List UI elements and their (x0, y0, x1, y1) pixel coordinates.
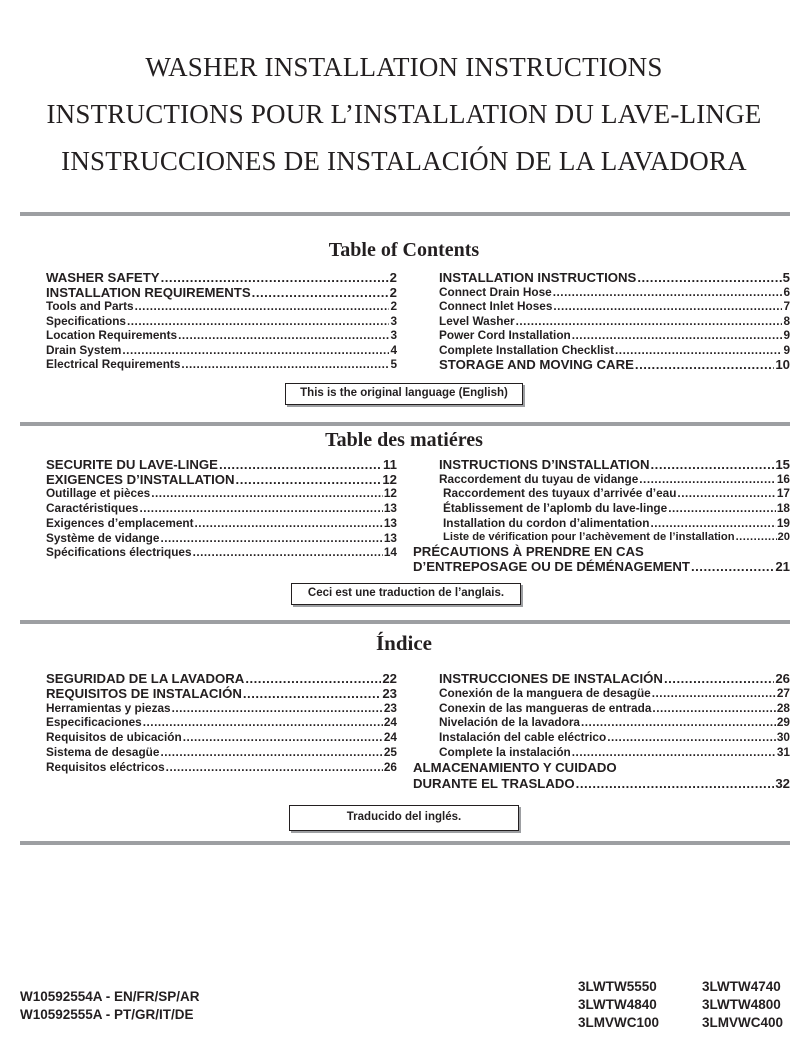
toc-entry-label: Complete Installation Checklist (439, 342, 615, 357)
toc-entry[interactable] (46, 343, 397, 357)
language-note-english: This is the original language (English) (285, 383, 523, 405)
toc-entry-label: Electrical Requirements (46, 357, 181, 371)
toc-entry[interactable] (439, 270, 790, 285)
toc-entry-page: 32 (775, 776, 790, 791)
toc-entry[interactable] (46, 686, 397, 701)
toc-entry-label: Raccordement des tuyaux d’arrivée d’eau (443, 486, 677, 501)
divider (20, 841, 790, 845)
toc-entry-page: 18 (776, 501, 790, 516)
toc-entry-page: 11 (383, 457, 397, 472)
toc-entry[interactable] (46, 501, 397, 515)
toc-entry[interactable] (46, 486, 397, 500)
toc-entry[interactable] (443, 531, 790, 543)
toc-entry[interactable] (439, 701, 790, 715)
toc-entry-page: 27 (776, 685, 790, 700)
toc-entry-label: Instalación del cable eléctrico (439, 730, 607, 745)
toc-entry-label: Établissement de l’aplomb du lave-linge (443, 501, 668, 516)
toc-entry-page: 30 (776, 730, 790, 745)
toc-entry-page: 13 (383, 530, 397, 545)
toc-entry[interactable] (46, 760, 397, 774)
toc-entry-label: SEGURIDAD DE LA LAVADORA (46, 671, 245, 686)
toc-entry-label: INSTRUCTIONS D’INSTALLATION (439, 457, 650, 472)
toc-entry-page: 8 (783, 313, 790, 328)
toc-entry-page: 20 (777, 530, 790, 543)
toc-entry[interactable] (413, 760, 790, 775)
toc-entry-label: INSTALLATION REQUIREMENTS (46, 284, 251, 300)
language-note-french: Ceci est une traduction de l’anglais. (291, 583, 521, 605)
toc-entry[interactable] (46, 357, 397, 371)
toc-entry-page: 17 (776, 486, 790, 501)
toc-entry-page: 31 (776, 745, 790, 759)
document-number: W10592554A - EN/FR/SP/AR (20, 989, 200, 1004)
divider (20, 620, 790, 624)
toc-entry-page: 19 (776, 515, 790, 530)
toc-entry-page: 13 (383, 515, 397, 530)
model-number: 3LWTW4840 (578, 997, 657, 1012)
toc-entry-label: Level Washer (439, 313, 515, 328)
toc-entry[interactable] (443, 516, 790, 530)
toc-entry-label: SECURITE DU LAVE-LINGE (46, 457, 218, 472)
toc-entry[interactable] (46, 328, 397, 342)
toc-entry-label: Especificaciones (46, 715, 142, 730)
toc-entry-label: PRÉCAUTIONS À PRENDRE EN CAS (413, 544, 644, 559)
toc-entry[interactable] (46, 531, 397, 545)
toc-entry-page: 13 (383, 501, 397, 516)
toc-entry[interactable] (46, 457, 397, 472)
toc-entry-page: 5 (390, 357, 397, 371)
toc-entry[interactable] (439, 745, 790, 759)
model-number: 3LWTW5550 (578, 979, 657, 994)
toc-entry-page: 7 (783, 299, 790, 313)
toc-entry-page: 15 (775, 457, 790, 472)
toc-entry[interactable] (439, 357, 790, 372)
toc-entry[interactable] (46, 701, 397, 715)
toc-entry-label: Requisitos de ubicación (46, 730, 182, 745)
toc-entry[interactable] (443, 486, 790, 500)
model-number: 3LMVWC100 (578, 1015, 660, 1030)
toc-heading-spanish: Índice (375, 631, 432, 655)
toc-entry-label: Spécifications électriques (46, 545, 192, 560)
toc-entry-page: 25 (383, 745, 397, 759)
toc-entry-label: WASHER SAFETY (46, 270, 160, 285)
toc-entry[interactable] (46, 745, 397, 759)
toc-entry-page: 2 (389, 284, 397, 300)
toc-entry-label: Requisitos eléctricos (46, 759, 165, 774)
toc-entry-page: 12 (383, 486, 397, 501)
language-note-spanish: Traducido del inglés. (289, 805, 519, 831)
toc-entry-page: 22 (382, 671, 397, 686)
toc-entry[interactable] (439, 730, 790, 744)
toc-entry[interactable] (46, 516, 397, 530)
toc-entry-page: 3 (390, 313, 397, 328)
toc-entry-label: Système de vidange (46, 530, 160, 545)
toc-entry[interactable] (439, 686, 790, 700)
toc-entry-label: Connect Inlet Hoses (439, 299, 553, 313)
toc-entry[interactable] (439, 457, 790, 472)
toc-entry-page: 28 (776, 700, 790, 715)
toc-entry-label: ALMACENAMIENTO Y CUIDADO (413, 760, 617, 775)
toc-entry[interactable] (439, 299, 790, 313)
toc-entry[interactable] (439, 314, 790, 328)
toc-entry-label: Tools and Parts (46, 299, 134, 313)
toc-entry[interactable] (439, 671, 790, 686)
title-spanish: INSTRUCCIONES DE INSTALACIÓN DE LA LAVADORA (61, 146, 747, 176)
toc-entry[interactable] (46, 314, 397, 328)
toc-entry-page: 24 (383, 730, 397, 745)
model-number: 3LMVWC400 (702, 1015, 784, 1030)
toc-entry-page: 16 (776, 471, 790, 486)
toc-heading-french: Table des matiéres (325, 429, 483, 451)
toc-entry-label: D’ENTREPOSAGE OU DE DÉMÉNAGEMENT (413, 559, 690, 574)
toc-entry-label: INSTALLATION INSTRUCTIONS (439, 270, 637, 285)
toc-entry-label: DURANTE EL TRASLADO (413, 776, 575, 791)
toc-entry[interactable] (46, 671, 397, 686)
toc-entry-page: 26 (383, 759, 397, 774)
toc-entry-page: 2 (389, 270, 397, 285)
toc-entry-label: Caractéristiques (46, 501, 139, 516)
toc-entry-label: Liste de vérification pour l’achèvement de l’installation (443, 530, 735, 543)
toc-entry-label: STORAGE AND MOVING CARE (439, 357, 634, 372)
toc-entry-label: Connect Drain Hose (439, 284, 552, 299)
toc-entry-page: 5 (782, 270, 790, 285)
title-english: WASHER INSTALLATION INSTRUCTIONS (145, 52, 663, 82)
divider (20, 212, 790, 216)
toc-entry[interactable] (46, 285, 397, 300)
toc-entry-label: REQUISITOS DE INSTALACIÓN (46, 685, 242, 701)
toc-entry-label: Installation du cordon d’alimentation (443, 515, 650, 530)
toc-entry-label: Raccordement du tuyau de vidange (439, 471, 639, 486)
toc-entry[interactable] (46, 299, 397, 313)
title-french: INSTRUCTIONS POUR L’INSTALLATION DU LAVE-LINGE (46, 99, 762, 129)
toc-entry[interactable] (46, 715, 397, 729)
toc-entry[interactable] (46, 545, 397, 559)
toc-entry-page: 29 (776, 715, 790, 730)
toc-entry[interactable] (439, 285, 790, 299)
toc-entry[interactable] (443, 501, 790, 515)
toc-entry-label: Conexión de la manguera de desagüe (439, 685, 651, 700)
toc-entry-page: 10 (775, 357, 790, 372)
toc-entry[interactable] (46, 472, 397, 487)
toc-entry-page: 9 (783, 342, 790, 357)
toc-entry-label: EXIGENCES D’INSTALLATION (46, 471, 235, 487)
toc-entry-label: INSTRUCCIONES DE INSTALACIÓN (439, 671, 663, 686)
toc-entry[interactable] (439, 715, 790, 729)
model-number: 3LWTW4800 (702, 997, 781, 1012)
toc-entry[interactable] (46, 270, 397, 285)
toc-entry-page: 14 (383, 545, 397, 560)
divider (20, 422, 790, 426)
toc-entry-label: Complete la instalación (439, 745, 571, 759)
toc-entry-label: Power Cord Installation (439, 328, 571, 342)
toc-entry[interactable] (413, 544, 790, 559)
toc-entry-page: 23 (382, 685, 397, 701)
toc-entry[interactable] (439, 343, 790, 357)
toc-entry[interactable] (46, 730, 397, 744)
toc-entry-page: 6 (783, 284, 790, 299)
document-number: W10592555A - PT/GR/IT/DE (20, 1007, 194, 1022)
toc-entry-label: Nivelación de la lavadora (439, 715, 580, 730)
toc-entry-page: 24 (383, 715, 397, 730)
toc-entry[interactable] (439, 472, 790, 486)
toc-entry-page: 4 (390, 342, 397, 357)
toc-entry[interactable] (413, 776, 790, 791)
toc-heading-english: Table of Contents (328, 239, 480, 261)
toc-entry-label: Location Requirements (46, 328, 178, 342)
model-number: 3LWTW4740 (702, 979, 781, 994)
toc-entry-label: Conexin de las mangueras de entrada (439, 700, 652, 715)
toc-entry-page: 26 (775, 671, 790, 686)
toc-entry[interactable] (413, 559, 790, 574)
toc-entry-page: 23 (383, 700, 397, 715)
toc-entry-page: 2 (390, 299, 397, 313)
toc-entry-label: Drain System (46, 342, 122, 357)
toc-entry-label: Outillage et pièces (46, 486, 151, 501)
toc-entry[interactable] (439, 328, 790, 342)
toc-entry-label: Specifications (46, 313, 126, 328)
toc-entry-page: 12 (382, 471, 397, 487)
toc-entry-label: Exigences d’emplacement (46, 515, 194, 530)
toc-entry-page: 3 (390, 328, 397, 342)
toc-entry-label: Herramientas y piezas (46, 700, 171, 715)
toc-entry-page: 9 (783, 328, 790, 342)
toc-entry-page: 21 (775, 559, 790, 574)
toc-entry-label: Sistema de desagüe (46, 745, 160, 759)
